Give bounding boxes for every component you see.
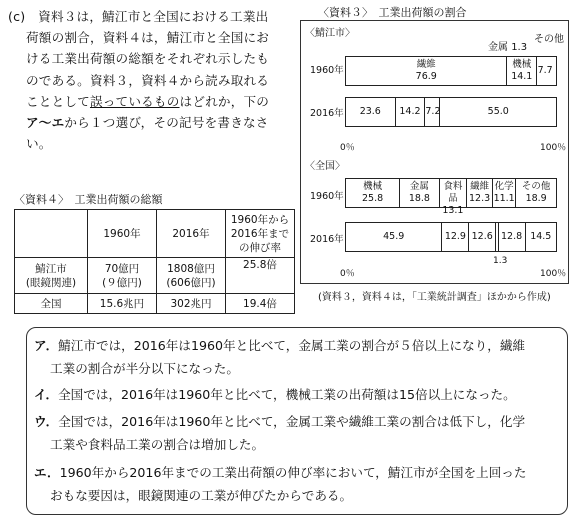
table4-header-2016: 2016年 <box>157 210 226 258</box>
callout-other-label: その他 <box>534 34 564 45</box>
bar-segment: 機械 14.1 <box>507 57 537 85</box>
bar-segment: 14.2 <box>396 98 426 126</box>
choice-u: ウ．全国では，2016年は1960年と比べて，金属工業や繊維工業の割合は低下し，化学 工業や食料品工業の割合は増加した。 <box>34 414 526 452</box>
bar-segment: 12.6 <box>469 223 495 251</box>
table-row <box>15 294 295 314</box>
question-line-3: ける工業出荷額の総額をそれぞれ示したも <box>26 51 270 67</box>
chart-title: 〈資料３〉 工業出荷額の割合 <box>318 6 467 19</box>
table4-row-label: 全国 <box>15 294 88 314</box>
bar-segment: 7.2 <box>425 98 440 126</box>
table4 <box>14 209 295 314</box>
axis-end-label: 100％ <box>540 269 567 279</box>
bar-segment: 繊維 12.3 <box>467 179 493 207</box>
bar-segment: 55.0 <box>487 106 509 117</box>
underlined-phrase: 誤っているもの <box>89 93 180 109</box>
table4-cell: 15.6兆円 <box>88 294 157 314</box>
panel-label-sabae: 〈鯖江市〉 <box>305 28 355 39</box>
row-label: 2016年 <box>310 108 344 119</box>
question-paragraph <box>8 6 290 154</box>
question-line-1: 資料３は，鯖江市と全国における工業出 <box>38 9 269 24</box>
question-line-4: のである。資料３，資料４から読み取れる <box>26 72 270 88</box>
table4-cell: 70億円 (９億円) <box>88 258 157 294</box>
axis-start-label: 0％ <box>340 269 355 279</box>
source-note: (資料３，資料４は，「工業統計調査」ほかから作成) <box>318 292 551 303</box>
table4-cell: 19.4倍 <box>226 294 295 314</box>
table4-title: 〈資料４〉 工業出荷額の総額 <box>14 193 163 206</box>
bar-segment: 機械 25.8 <box>346 179 400 207</box>
bar-segment: 金属 18.8 <box>400 179 439 207</box>
bar-segment: 食料品 13.1 <box>440 179 468 207</box>
table4-header-row <box>15 210 295 258</box>
choice-e: エ．1960年から2016年までの工業出荷額の伸び率において，鯖江市が全国を上回った おもな要因は，眼鏡関連の工業が伸びたからである。 <box>34 465 527 503</box>
row-label: 2016年 <box>310 234 344 245</box>
bar-segment: その他 18.9 <box>521 181 551 204</box>
bar-national-1960 <box>345 178 557 216</box>
question-line-5: こととして誤っているものはどれか，下の <box>26 93 270 109</box>
table4-cell: 25.8倍 <box>226 258 295 294</box>
question-line-7: い。 <box>26 136 52 152</box>
bar-segment: 23.6 <box>346 98 396 126</box>
table4-header-growth: 1960年から 2016年まで の伸び率 <box>226 210 295 258</box>
table4-row-label: 鯖江市 (眼鏡関連) <box>15 258 88 294</box>
table4-cell: 302兆円 <box>157 294 226 314</box>
panel-label-national: 〈全国〉 <box>305 161 345 172</box>
table4-header-1960: 1960年 <box>88 210 157 258</box>
bar-segment: 12.9 <box>442 223 469 251</box>
choice-i: イ．全国では，2016年は1960年と比べて，機械工業の出荷額は15倍以上になった。 <box>34 387 516 402</box>
bar-sabae-2016 <box>345 97 557 127</box>
question-line-6: ア～エから１つ選び，その記号を書きなさ <box>26 115 269 131</box>
table-row <box>15 258 295 294</box>
bar-national-2016 <box>345 222 557 252</box>
question-marker: (c) <box>8 9 26 24</box>
bar-segment: 12.8 <box>499 223 526 251</box>
row-label: 1960年 <box>310 191 344 202</box>
choice-a: ア．鯖江市では，2016年は1960年と比べて，金属工業の割合が５倍以上になり，繊維 工業の割合が半分以下になった。 <box>34 338 526 376</box>
axis-end-label: 100％ <box>540 143 567 153</box>
table4-cell: 1808億円 (606億円) <box>157 258 226 294</box>
callout-metal-label: 金属 1.3 <box>488 42 528 53</box>
bar-segment: 45.9 <box>346 223 442 251</box>
table4-header-empty <box>15 210 88 258</box>
bar-segment: 化学 11.1 <box>493 179 516 207</box>
bar-segment: 7.7 <box>537 65 553 76</box>
annotation-1-3: 1.3 <box>493 256 508 266</box>
bar-sabae-1960 <box>345 56 557 86</box>
question-line-2: 荷額の割合，資料４は，鯖江市と全国にお <box>26 30 270 46</box>
axis-start-label: 0％ <box>340 143 355 153</box>
bar-segment: 14.5 <box>530 231 552 242</box>
bar-segment: 繊維 76.9 <box>346 57 507 85</box>
row-label: 1960年 <box>310 65 344 76</box>
